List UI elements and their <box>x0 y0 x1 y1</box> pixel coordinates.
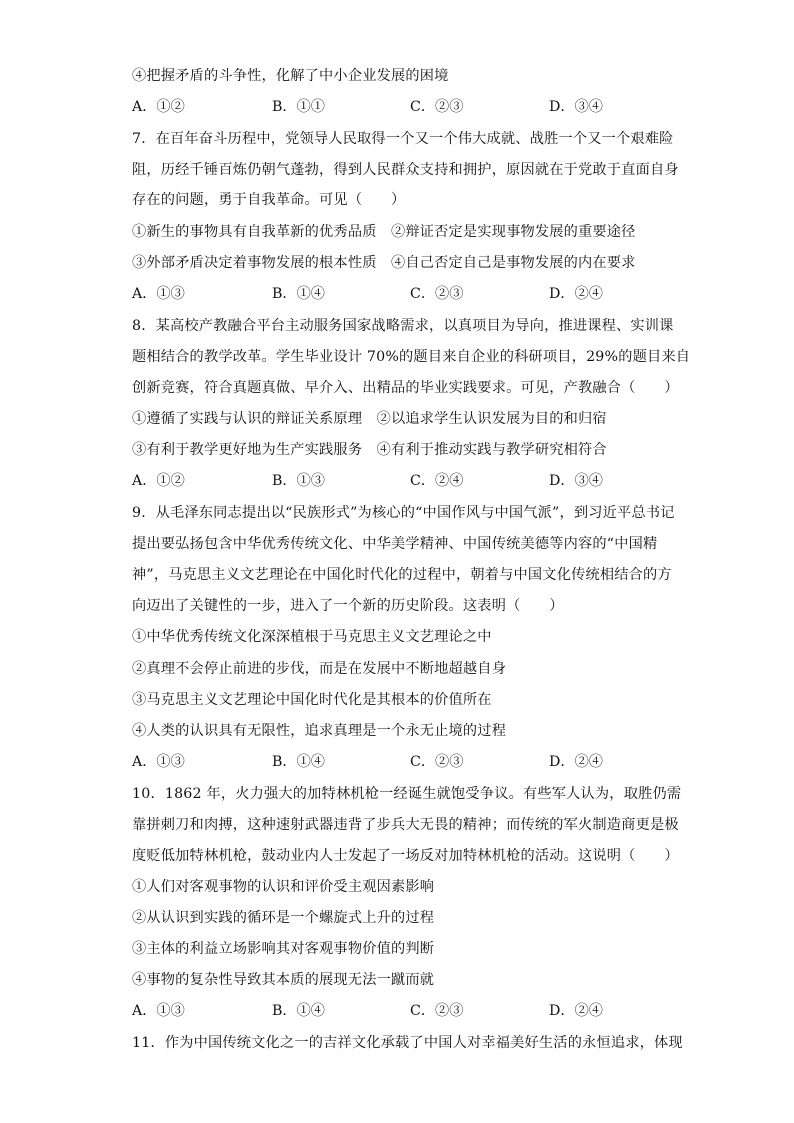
answer-option-b: B．①① <box>272 99 325 115</box>
question-stem: 创新竞赛，符合真题真做、早介入、出精品的毕业实践要求。可见，产教融合（ ） <box>132 380 679 396</box>
question-stem: 10．1862 年，火力强大的加特林机枪一经诞生就饱受争议。有些军人认为，取胜仍需 <box>132 786 682 802</box>
option-statement: ②真理不会停止前进的步伐，而是在发展中不断地超越自身 <box>132 661 507 677</box>
answer-options <box>132 471 662 491</box>
option-statement: ④人类的认识具有无限性，追求真理是一个永无止境的过程 <box>132 723 507 739</box>
option-statement: ④事物的复杂性导致其本质的展现无法一蹴而就 <box>132 972 435 988</box>
answer-option-a: A．①② <box>132 99 185 115</box>
answer-option-c: C．②③ <box>410 99 464 115</box>
option-statement: ①新生的事物具有自我革新的优秀品质 ②辩证否定是实现事物发展的重要途径 <box>132 224 636 240</box>
question-stem: 7．在百年奋斗历程中，党领导人民取得一个又一个伟大成就、战胜一个又一个艰难险 <box>132 131 674 147</box>
answer-option-d: D．③④ <box>549 99 603 115</box>
answer-option-c: C．②③ <box>410 1003 464 1019</box>
answer-option-b: B．①④ <box>272 286 325 302</box>
question-stem: 存在的问题，勇于自我革命。可见（ ） <box>132 192 406 208</box>
answer-option-a: A．①③ <box>132 286 185 302</box>
option-statement: ①中华优秀传统文化深深植根于马克思主义文艺理论之中 <box>132 629 492 645</box>
answer-option-b: B．①③ <box>272 473 325 489</box>
question-stem: 向迈出了关键性的一步，进入了一个新的历史阶段。这表明（ ） <box>132 598 564 614</box>
answer-option-d: D．②④ <box>549 286 603 302</box>
answer-option-a: A．①③ <box>132 754 185 770</box>
answer-option-a: A．①③ <box>132 1003 185 1019</box>
answer-option-d: D．②④ <box>549 1003 603 1019</box>
option-statement: ②从认识到实践的循环是一个螺旋式上升的过程 <box>132 910 435 926</box>
option-statement: ④把握矛盾的斗争性，化解了中小企业发展的困境 <box>132 68 449 84</box>
question-stem: 9．从毛泽东同志提出以“民族形式”为核心的“中国作风与中国气派”，到习近平总书记 <box>132 505 675 521</box>
answer-options <box>132 284 662 304</box>
option-statement: ①人们对客观事物的认识和评价受主观因素影响 <box>132 879 435 895</box>
question-stem: 11．作为中国传统文化之一的吉祥文化承载了中国人对幸福美好生活的永恒追求，体现 <box>132 1035 683 1051</box>
option-statement: ①遵循了实践与认识的辩证关系原理 ②以追求学生认识发展为目的和归宿 <box>132 411 607 427</box>
answer-option-b: B．①④ <box>272 754 325 770</box>
answer-option-c: C．②③ <box>410 754 464 770</box>
question-stem: 题相结合的教学改革。学生毕业设计 70%的题目来自企业的科研项目，29%的题目来自 <box>132 349 691 365</box>
answer-options <box>132 97 662 117</box>
question-stem: 8．某高校产教融合平台主动服务国家战略需求，以真项目为导向，推进课程、实训课 <box>132 318 674 334</box>
answer-option-d: D．②④ <box>549 754 603 770</box>
option-statement: ③有利于教学更好地为生产实践服务 ④有利于推动实践与教学研究相符合 <box>132 442 607 458</box>
question-stem: 提出要弘扬包含中华优秀传统文化、中华美学精神、中国传统美德等内容的“中国精 <box>132 536 658 552</box>
answer-option-b: B．①④ <box>272 1003 325 1019</box>
question-stem: 靠拼刺刀和肉搏，这种速射武器违背了步兵大无畏的精神；而传统的军火制造商更是极 <box>132 817 679 833</box>
question-stem: 阻，历经千锤百炼仍朝气蓬勃，得到人民群众支持和拥护，原因就在于党敢于直面自身 <box>132 162 679 178</box>
question-stem: 神”，马克思主义文艺理论在中国化时代化的过程中，朝着与中国文化传统相结合的方 <box>132 567 672 583</box>
option-statement: ③外部矛盾决定着事物发展的根本性质 ④自己否定自己是事物发展的内在要求 <box>132 255 636 271</box>
answer-option-c: C．②④ <box>410 473 464 489</box>
option-statement: ③马克思主义文艺理论中国化时代化是其根本的价值所在 <box>132 692 492 708</box>
question-stem: 度贬低加特林机枪，鼓动业内人士发起了一场反对加特林机枪的活动。这说明（ ） <box>132 848 679 864</box>
answer-option-c: C．②③ <box>410 286 464 302</box>
answer-option-d: D．③④ <box>549 473 603 489</box>
answer-options <box>132 1001 662 1021</box>
answer-option-a: A．①② <box>132 473 185 489</box>
answer-options <box>132 752 662 772</box>
option-statement: ③主体的利益立场影响其对客观事物价值的判断 <box>132 941 435 957</box>
